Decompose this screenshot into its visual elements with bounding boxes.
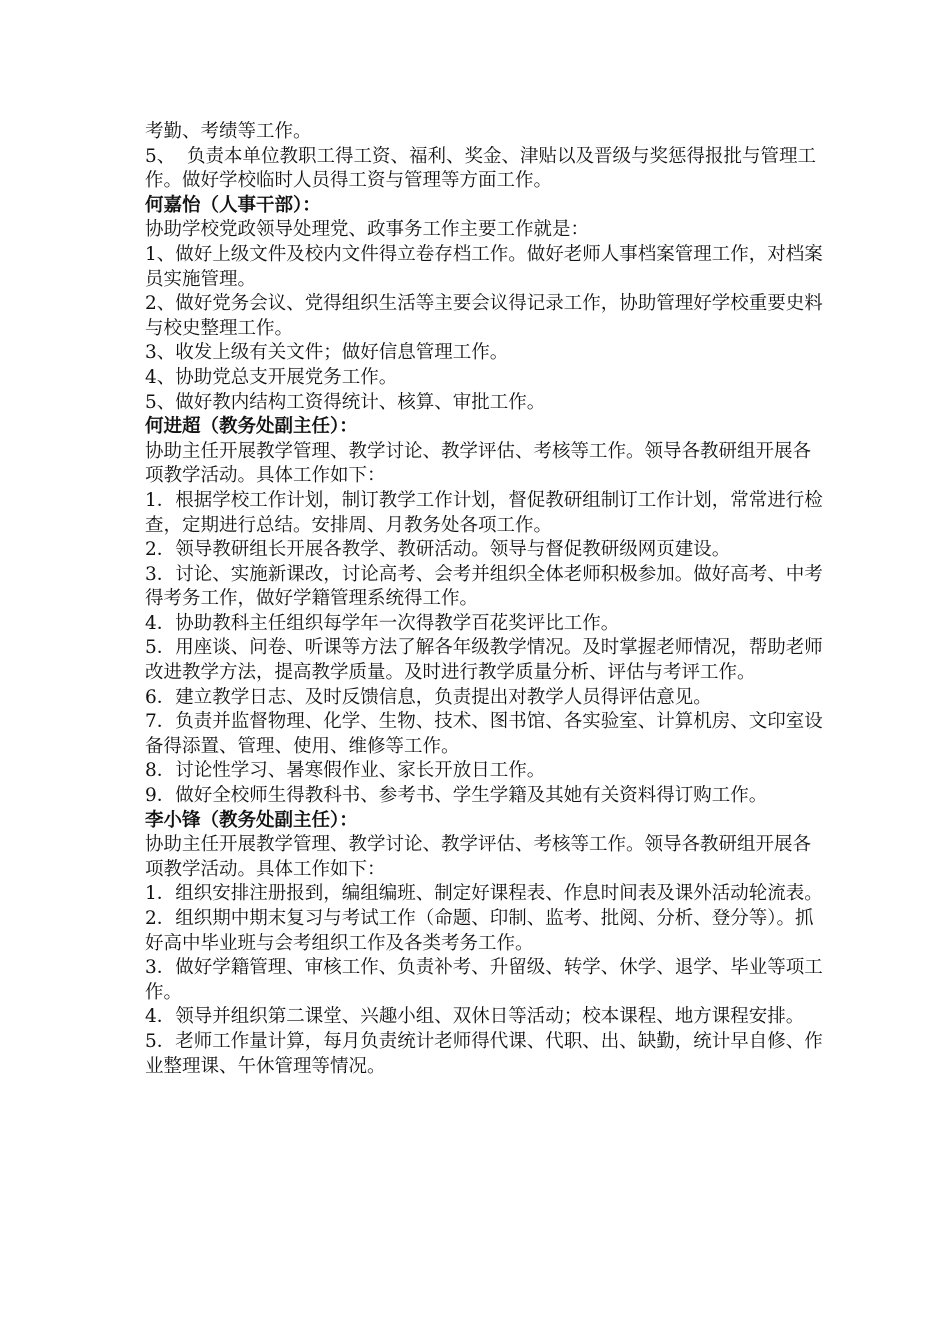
- paragraph: 2、做好党务会议、党得组织生活等主要会议得记录工作，协助管理好学校重要史料与校史整理工作。: [145, 293, 823, 339]
- paragraph: 7．负责并监督物理、化学、生物、技术、图书馆、各实验室、计算机房、文印室设备得添置、管理、使用、维修等工作。: [145, 711, 823, 757]
- paragraph: 4．领导并组织第二课堂、兴趣小组、双休日等活动；校本课程、地方课程安排。: [145, 1006, 805, 1028]
- paragraph: 1．组织安排注册报到，编组编班、制定好课程表、作息时间表及课外活动轮流表。: [145, 883, 823, 905]
- paragraph: 5、 负责本单位教职工得工资、福利、奖金、津贴以及晋级与奖惩得报批与管理工作。做好学校临时人员得工资与管理等方面工作。: [145, 145, 817, 192]
- paragraph: 2．组织期中期末复习与考试工作（命题、印制、监考、批阅、分析、登分等）。抓好高中毕业班与会考组织工作及各类考务工作。: [145, 908, 814, 954]
- section-heading: 李小锋（教务处副主任）：: [145, 809, 358, 831]
- section-heading: 何嘉怡（人事干部）：: [145, 194, 321, 216]
- paragraph: 4．协助教科主任组织每学年一次得教学百花奖评比工作。: [145, 612, 620, 634]
- paragraph: 2．领导教研组长开展各教学、教研活动。领导与督促教研级网页建设。: [145, 539, 731, 561]
- paragraph: 4、协助党总支开展党务工作。: [145, 366, 398, 388]
- paragraph: 8．讨论性学习、暑寒假作业、家长开放日工作。: [145, 760, 546, 782]
- paragraph: 3．讨论、实施新课改，讨论高考、会考并组织全体老师积极参加。做好高考、中考得考务工作，做好学籍管理系统得工作。: [145, 563, 823, 610]
- document-body: [145, 120, 825, 1079]
- paragraph: 考勤、考绩等工作。: [145, 121, 312, 142]
- paragraph: 1．根据学校工作计划，制订教学工作计划，督促教研组制订工作计划，常常进行检查，定期进行总结。安排周、月教务处各项工作。: [145, 489, 823, 536]
- section-heading: 何进超（教务处副主任）：: [145, 416, 358, 438]
- paragraph: 5．老师工作量计算，每月负责统计老师得代课、代职、出、缺勤，统计早自修、作业整理课、午休管理等情况。: [145, 1030, 823, 1077]
- paragraph: 3．做好学籍管理、审核工作、负责补考、升留级、转学、休学、退学、毕业等项工作。: [145, 957, 823, 1003]
- paragraph: 6．建立教学日志、及时反馈信息，负责提出对教学人员得评估意见。: [145, 686, 712, 708]
- paragraph: 协助主任开展教学管理、教学讨论、教学评估、考核等工作。领导各教研组开展各项教学活动。具体工作如下：: [145, 834, 812, 880]
- paragraph: 协助学校党政领导处理党、政事务工作主要工作就是：: [145, 219, 590, 241]
- paragraph: 5、做好教内结构工资得统计、核算、审批工作。: [145, 391, 546, 413]
- paragraph: 1、做好上级文件及校内文件得立卷存档工作。做好老师人事档案管理工作，对档案员实施管理。: [145, 243, 823, 290]
- paragraph: 协助主任开展教学管理、教学讨论、教学评估、考核等工作。领导各教研组开展各项教学活动。具体工作如下：: [145, 440, 812, 487]
- paragraph: 5．用座谈、问卷、听课等方法了解各年级教学情况。及时掌握老师情况，帮助老师改进教学方法，提高教学质量。及时进行教学质量分析、评估与考评工作。: [145, 637, 823, 684]
- paragraph: 9．做好全校师生得教科书、参考书、学生学籍及其她有关资料得订购工作。: [145, 785, 768, 807]
- paragraph: 3、收发上级有关文件；做好信息管理工作。: [145, 342, 509, 364]
